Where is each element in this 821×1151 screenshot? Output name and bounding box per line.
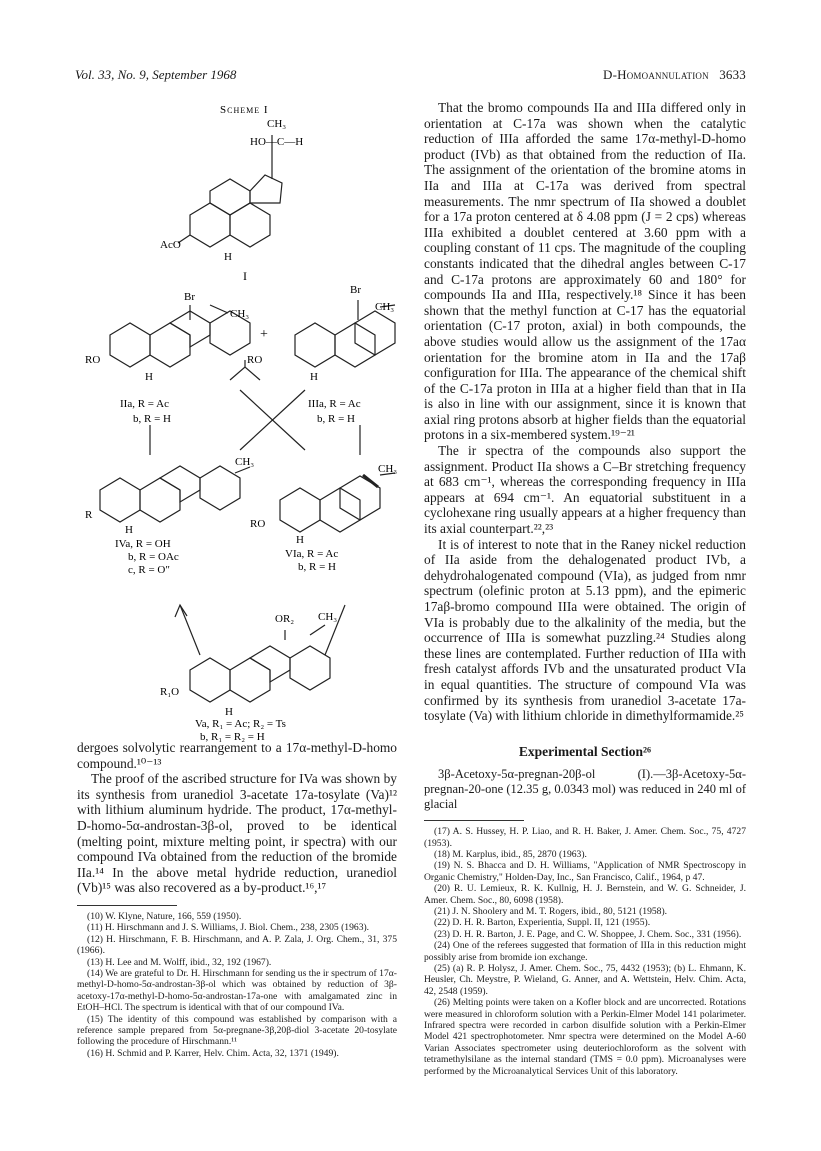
IVa-h: H (125, 524, 133, 536)
IIIa-label: IIIa, R = Ac (308, 398, 361, 410)
VIb-label: b, R = H (298, 561, 336, 573)
section-title: Experimental Section²⁶ (518, 743, 652, 759)
IIIa-ro: RO (247, 354, 263, 366)
body-paragraph: dergoes solvolytic rearrangement to a 17α-methyl-D-homo compound.¹⁰⁻¹³ (77, 740, 397, 771)
IIIa-ch3: CH₃ (375, 301, 395, 313)
running-header (603, 67, 746, 83)
IVa-ch3: CH₃ (235, 456, 255, 468)
IIa-ro: RO (85, 354, 101, 366)
VIa-ro: RO (250, 518, 266, 530)
footnote: (10) W. Klyne, Nature, 166, 559 (1950). (87, 910, 242, 922)
footnote: (13) H. Lee and M. Wolff, ibid., 32, 192 (1967). (87, 956, 272, 968)
footnote: (19) N. S. Bhacca and D. H. Williams, "Application of NMR Spectroscopy in Organic Chemistry," Holden-Day, Inc., San Francisco, Calif., 1964, p 47. (424, 860, 746, 883)
IIa-ch3: CH₃ (230, 308, 250, 320)
journal-header: Vol. 33, No. 9, September 1968 (75, 67, 237, 82)
body-paragraph: The proof of the ascribed structure for IVa was shown by its synthesis from uranediol 3-acetate 17a-tosylate (Va)¹² with lithium aluminum hydride. The product, 17α-methyl-D-homo-5α-androstan-3β-ol, proved to be identical (melting point, mixture melting point, ir spectra) with our compound IVa obtained from the reduction of the bromide IIa.¹⁴ In the above metal hydride reduction, uranediol (Vb)¹⁵ was also recovered as a by-product.¹⁶,¹⁷ (77, 771, 397, 896)
footnote: (15) The identity of this compound was established by comparison with a reference sample prepared from 5α-pregnane-3β,20β-diol 3-acetate 20-tosylate following the procedure of Hirschmann.¹¹ (77, 1013, 397, 1048)
scheme-top-ch3: CH₃ (267, 118, 287, 130)
IVb-label: b, R = OAc (128, 551, 179, 563)
compound-I-aco: AcO (160, 239, 181, 251)
scheme-title: Scheme I (220, 104, 269, 116)
running-title: D-Homoannulation (603, 67, 709, 82)
reaction-scheme (60, 95, 420, 743)
VIa-label: VIa, R = Ac (285, 548, 339, 560)
IIa-br: Br (184, 291, 195, 303)
footnotes-right (424, 826, 746, 1077)
footnote-rule (424, 820, 524, 821)
IIa-label: IIa, R = Ac (120, 398, 169, 410)
footnote: (17) A. S. Hussey, H. P. Liao, and R. H. Baker, J. Amer. Chem. Soc., 75, 4727 (1953). (424, 826, 746, 849)
footnote: (16) H. Schmid and P. Karrer, Helv. Chim. Acta, 32, 1371 (1949). (87, 1047, 339, 1059)
IIb-label: b, R = H (133, 413, 171, 425)
scheme-plus: + (260, 327, 268, 342)
IVa-label: IVa, R = OH (115, 538, 171, 550)
IIIa-h: H (310, 371, 318, 383)
scheme-top-hoch: HO—C—H (250, 136, 304, 148)
compound-I-label: I (243, 269, 247, 283)
footnote: (11) H. Hirschmann and J. S. Williams, J. Biol. Chem., 238, 2305 (1963). (87, 922, 370, 934)
VIa-h: H (296, 534, 304, 546)
IIIb-label: b, R = H (317, 413, 355, 425)
footnote: (25) (a) R. P. Holysz, J. Amer. Chem. Soc., 75, 4432 (1953); (b) L. Ehmann, K. Heusler, Ch. Meystre, P. Wieland, G. Anner, and A. Wettstein, Helv. Chim. Acta, 42, 2548 (1959). (424, 963, 746, 997)
footnote: (12) H. Hirschmann, F. B. Hirschmann, and A. P. Zala, J. Org. Chem., 31, 375 (1966). (77, 933, 397, 957)
Vb-label: b, R₁ = R₂ = H (200, 731, 265, 743)
body-paragraph: It is of interest to note that in the Raney nickel reduction of IIa aside from the dehalogenated product IVb, a dehydrohalogenated compound (VIa), as judged from nmr spectrum (olefinic proton at 5.13 ppm), and the epimeric 17aβ-bromo compound IIIa were obtained. The origin of VIa is probably due to the alkalinity of the media, but the occurrence of IIIa is somewhat puzzling.²⁴ Studies along these lines are contemplated. Further reduction of IIIa with fresh catalyst affords IVb and the unsaturated product VIa in equal quantities. The structure of compound VIa was confirmed by its synthesis from uranediol 3-acetate 17a-tosylate (Va) with lithium chloride in dimethylformamide.²⁵ (424, 536, 746, 724)
footnote: (24) One of the referees suggested that formation of IIIa in this reduction might possibly arise from bromide ion exchange. (424, 940, 746, 963)
right-column (424, 100, 746, 1077)
Va-r1o: R₁O (160, 686, 180, 698)
footnote: (23) D. H. R. Barton, J. E. Page, and C. W. Shoppee, J. Chem. Soc., 331 (1956). (434, 928, 742, 940)
IVc-label: c, R = O″ (128, 564, 170, 576)
footnote: (22) D. H. R. Barton, Experientia, Suppl. II, 121 (1955). (434, 917, 651, 929)
footnotes-left (77, 911, 397, 1059)
Va-or2: OR₂ (275, 613, 295, 625)
page-number: 3633 (719, 67, 746, 82)
footnote: (21) J. N. Shoolery and M. T. Rogers, ibid., 80, 5121 (1958). (434, 905, 668, 917)
experimental-paragraph: 3β-Acetoxy-5α-pregnan-20β-ol (I).—3β-Acetoxy-5α-pregnan-20-one (12.35 g, 0.0343 mol) was reduced in 240 ml of glacial (424, 767, 746, 811)
IVa-r: R (85, 509, 93, 521)
IIa-h: H (145, 371, 153, 383)
footnote: (18) M. Karplus, ibid., 85, 2870 (1963). (434, 848, 587, 860)
IIIa-br: Br (350, 284, 361, 296)
footnote: (26) Melting points were taken on a Kofler block and are uncorrected. Rotations were measured in chloroform solution with a Perkin-Elmer Model 141 polarimeter. Infrared spectra were recorded in carbon disulfide solution with a Perkin-Elmer Model 421 spectrophotometer. Nmr spectra were determined on the Model A-60 Varian Associates spectrometer using deuteriochloroform as the solvent with tetramethylsilane as the internal standard (TMS = 0.0 ppm). Microanalyses were performed by the Microanalytical Services Unit of this laboratory. (424, 997, 746, 1077)
footnote-rule (77, 905, 177, 906)
Va-label: Va, R₁ = Ac; R₂ = Ts (195, 718, 286, 730)
Va-ch3: CH₃ (318, 611, 338, 623)
left-column (77, 740, 397, 1059)
compound-I-h: H (224, 251, 232, 263)
body-paragraph: The ir spectra of the compounds also support the assignment. Product IIa shows a C–Br stretching frequency at 683 cm⁻¹, whereas the corresponding frequency in IIIa appears at 694 cm⁻¹. An equatorial substituent in a cyclohexane ring usually appears at a higher frequency than its axial counterpart.²²,²³ (424, 443, 746, 537)
Va-h: H (225, 706, 233, 718)
body-paragraph: That the bromo compounds IIa and IIIa differed only in orientation at C-17a was shown when the catalytic reduction of IIIa afforded the same 17α-methyl-D-homo product (IVb) as that obtained from the reduction of IIa. The assignment of the orientation of the bromine atoms in IIa and IIIa at C-17a was derived from spectral measurements. The nmr spectrum of IIa showed a doublet for a 17a proton centered at δ 4.08 ppm (J = 2 cps) whereas IIIa exhibited a doublet centered at 3.60 ppm with a coupling constant of 11 cps. The magnitude of the coupling constants indicated that the dihedral angles between C-17 and C-17a protons are approximately 60 and 180° for compounds IIa and IIIa, respectively.¹⁸ Since it has been shown that the methyl function at C-17 has the equatorial orientation (C-17 proton, axial) in both compounds, the above studies would allow us the assignment of the 17aα orientation for the bromine atom in IIa and the 17aβ configuration for IIIa. The appearance of the chemical shift of the C-17a proton in IIIa at a higher field than that in IIa is also in line with our assignment, since it is known that axial ring protons absorb at higher fields than the equatorial protons in a six-membered system.¹⁹⁻²¹ (424, 100, 746, 443)
VIa-ch3: CH₃ (378, 463, 398, 475)
footnote: (14) We are grateful to Dr. H. Hirschmann for sending us the ir spectrum of 17α-methyl-D-homo-5α-androstan-3β-ol which was obtained by reduction of 3β-acetoxy-17α-methyl-D-homo-5α-androstan-17a-one with amalgamated zinc in EtOH–HCl. The spectrum is identical with that of our compound IVa. (77, 967, 397, 1014)
footnote: (20) R. U. Lemieux, R. K. Kullnig, H. J. Bernstein, and W. G. Schneider, J. Amer. Chem. Soc., 80, 6098 (1958). (424, 883, 746, 906)
